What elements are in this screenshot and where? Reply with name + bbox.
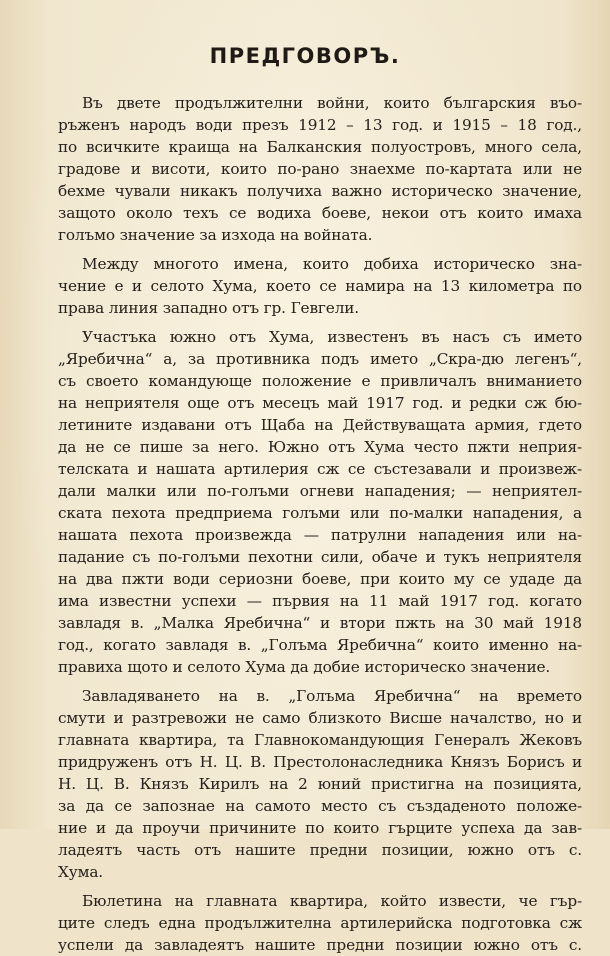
text-line: успели да завладеятъ нашите предни позиции южно отъ с. [58, 936, 582, 954]
text-line: голъмо значение за изхода на войната. [58, 226, 373, 244]
text-line: чение е и селото Хума, което се намира на 13 километра по [58, 277, 582, 295]
body-text [58, 92, 582, 956]
text-line: „Яребична“ а, за противника подъ името „Скра-дю легенъ“, [58, 350, 582, 368]
text-line: Завладяването на в. „Голъма Яребична“ на времето [82, 687, 582, 705]
text-line: Бюлетина на главната квартира, който извести, че гър- [82, 892, 582, 910]
text-line: да не се пише за него. Южно отъ Хума често пжти неприя- [58, 438, 582, 456]
text-line: Въ двете продължителни войни, които българския въо- [82, 94, 582, 112]
paragraph-3 [58, 326, 582, 678]
paragraph-5 [58, 890, 582, 956]
paragraph-2 [58, 253, 582, 319]
text-line: ладеятъ часть отъ нашите предни позиции, южно отъ с. [58, 841, 582, 859]
page-title: ПРЕДГОВОРЪ. [209, 44, 401, 68]
text-line: по всичките краища на Балканския полуостровъ, много села, [58, 138, 582, 156]
text-line: градове и висоти, които по-рано знаехме по-картата или не [58, 160, 582, 178]
text-line: Между многото имена, които добиха историческо зна- [82, 255, 582, 273]
text-line: има известни успехи — първия на 11 май 1917 год. когато [58, 592, 582, 610]
text-line: на неприятеля още отъ месецъ май 1917 год. и редки сж бю- [58, 394, 582, 412]
text-line: придруженъ отъ Н. Ц. В. Престолонаследника Князъ Борисъ и [58, 753, 582, 771]
text-line: год., когато завладя в. „Голъма Яребична“ които именно на- [58, 636, 582, 654]
text-line: правиха щото и селото Хума да добие историческо значение. [58, 658, 551, 676]
text-line: за да се запознае на самото место съ създаденото положе- [58, 797, 582, 815]
text-line: права линия западно отъ гр. Гевгели. [58, 299, 360, 317]
text-line: на два пжти води сериозни боеве, при които му се удаде да [58, 570, 582, 588]
text-line: ската пехота предприема голъми или по-малки нападения, а [58, 504, 582, 522]
text-line: главната квартира, та Главнокомандующия Генералъ Жековъ [58, 731, 582, 749]
paragraph-4 [58, 685, 582, 883]
text-line: ние и да проучи причините по които гърците успеха да зав- [58, 819, 582, 837]
paragraph-gap [58, 246, 582, 253]
text-line: дали малки или по-голъми огневи нападения; — неприятел- [58, 482, 582, 500]
text-line: завладя в. „Малка Яребична“ и втори пжть на 30 май 1918 [58, 614, 582, 632]
text-line: съ своето командующе положение е привличалъ вниманието [58, 372, 582, 390]
text-line: ците следъ една продължителна артилерийска подготовка сж [58, 914, 582, 932]
text-line: ръженъ народъ води презъ 1912 – 13 год. и 1915 – 18 год., [58, 116, 582, 134]
text-line: летините издавани отъ Щаба на Действуващата армия, гдето [58, 416, 582, 434]
text-line: Участъка южно отъ Хума, известенъ въ насъ съ името [82, 328, 582, 346]
text-line: Хума. [58, 863, 104, 881]
text-line: бехме чували никакъ получиха важно историческо значение, [58, 182, 582, 200]
paragraph-1 [58, 92, 582, 246]
paragraph-gap [58, 319, 582, 326]
paragraph-gap [58, 883, 582, 890]
text-line: нашата пехота произвежда — патрулни нападения или на- [58, 526, 582, 544]
paragraph-gap [58, 678, 582, 685]
text-line: телската и нашата артилерия сж се състезавали и произвеж- [58, 460, 582, 478]
text-line: падание съ по-голъми пехотни сили, обаче и тукъ неприятеля [58, 548, 582, 566]
text-line: Н. Ц. В. Князъ Кирилъ на 2 юний пристигна на позицията, [58, 775, 582, 793]
text-line: защото около техъ се водиха боеве, некои отъ които имаха [58, 204, 582, 222]
text-line: смути и разтревожи не само близкото Висше началство, но и [58, 709, 582, 727]
